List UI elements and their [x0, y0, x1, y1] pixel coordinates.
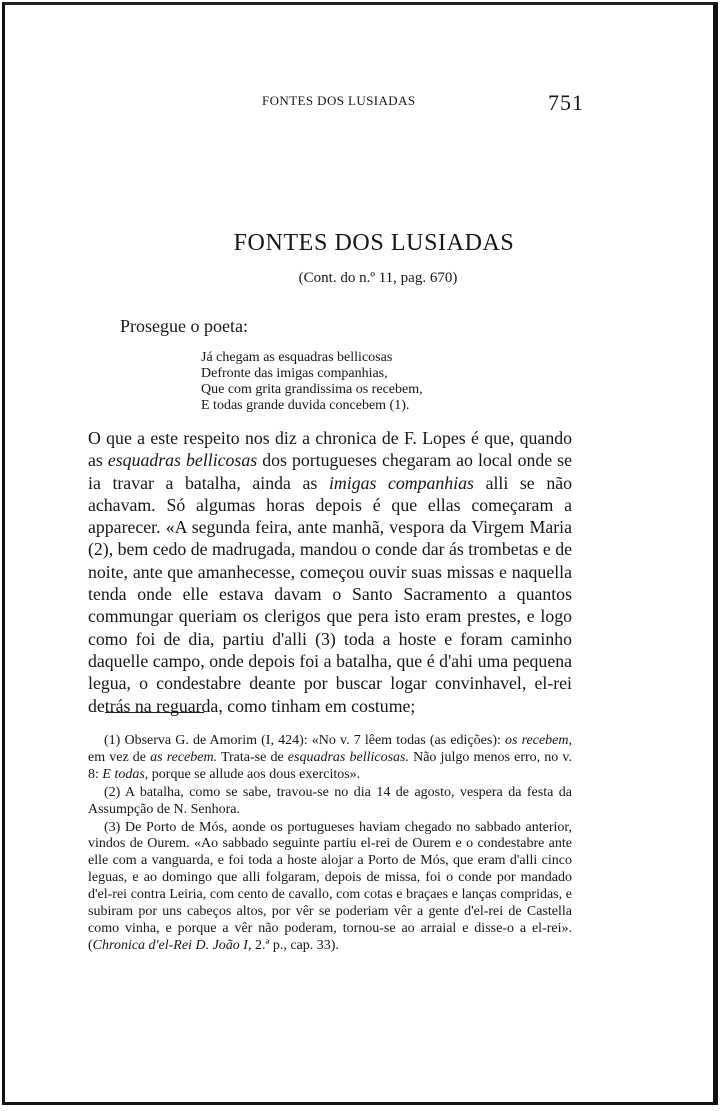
intro-line: Prosegue o poeta: [120, 316, 248, 336]
footnote-italic: esquadras bellicosas. [287, 749, 409, 765]
body-italic: esquadras bellicosas [107, 450, 258, 471]
body-text-part: alli se não achavam. Só algumas horas depois é que ellas começaram a apparecer. «A segunda feira, ante manhã, vespora da Virgem Maria (2), bem cedo de madrugada, mandou o conde dar ás trombetas e de noite, ante que amanhecesse, começou ouvir suas missas e naquella tenda onde elle estava davam o Santo Sacramento a quantos commungar queriam os clerigos que pera isto eram prestes, e logo como foi de dia, partiu d'alli (3) toda a hoste e foram caminho daquelle campo, onde depois foi a batalha, que é d'ahi uma pequena legua, o condestabre deante por buscar logar convinhavel, el-rei detrás na reguarda, como tinham em costume; [88, 472, 572, 716]
running-title: FONTES DOS LUSIADAS [262, 93, 416, 108]
body-paragraph [88, 427, 572, 717]
footnote-text: Não julgo menos erro, no v. 8: [88, 749, 573, 782]
verse-line: Que com grita grandissima os recebem, [201, 382, 423, 397]
footnote-italic: E todas, [102, 766, 149, 782]
article-title: FONTES DOS LUSIADAS [233, 230, 515, 256]
footnote-text: (3) De Porto de Mós, aonde os portugueses haviam chegado no sabbado anterior, vindos de Ourem. «Ao sabbado seguinte partiu el-rei de Ourem e o condestabre ante elle com a vanguarda, e foi toda a hoste alojar a Porto de Mós, que eram d'alli cinco leguas, e ao domingo que alli folgaram, depois de missa, foi o conde por mandado d'el-rei contra Leiria, com cento de cavallo, com cotas e braçaes e lanças compridas, e subiram por uns cabeços altos, por vêr se poderiam vêr a gente d'el-rei de Castella como vinha, e porque a vêr não poderam, tornou-se ao arraial e disse-o a el-rei». ( [88, 819, 572, 953]
footnote-text: porque se allude aos dous exercitos». [148, 766, 361, 782]
verse-line: Já chegam as esquadras bellicosas [201, 350, 393, 365]
verse-line: E todas grande duvida concebem (1). [201, 398, 410, 413]
running-head [0, 90, 726, 114]
footnote-2: (2) A batalha, como se sabe, travou-se no dia 14 de agosto, vespera da festa da Assumpção de N. Senhora. [88, 784, 572, 817]
footnote-italic: Chronica d'el-Rei D. João I, [92, 937, 252, 953]
footnote-text: em vez de [88, 749, 151, 765]
verse-line: Defronte das imigas companhias, [201, 366, 388, 381]
footnotes [88, 733, 572, 956]
footnote-1 [88, 733, 572, 784]
body-italic: imigas companhias [328, 472, 474, 493]
footnote-italic: as recebem. [150, 749, 218, 765]
footnote-text: (1) Observa G. de Amorim (I, 424): «No v. 7 lêem todas (as edições): [104, 733, 506, 748]
body-text-part: O que a este respeito nos diz a chronica de F. Lopes é que, quando as [88, 428, 572, 471]
footnote-italic: os recebem, [505, 733, 572, 748]
footnote-text: Trata-se de [217, 749, 288, 765]
page-number: 751 [548, 90, 584, 115]
footnote-3 [88, 820, 572, 955]
verse-block [201, 350, 423, 414]
continuation-note: (Cont. do n.º 11, pag. 670) [298, 270, 458, 286]
body-text-part: dos portugueses chegaram ao local onde se ia travar a batalha, ainda as [88, 450, 572, 493]
footnote-text: 2.ª p., cap. 33). [251, 937, 339, 953]
footnote-rule [105, 712, 204, 713]
